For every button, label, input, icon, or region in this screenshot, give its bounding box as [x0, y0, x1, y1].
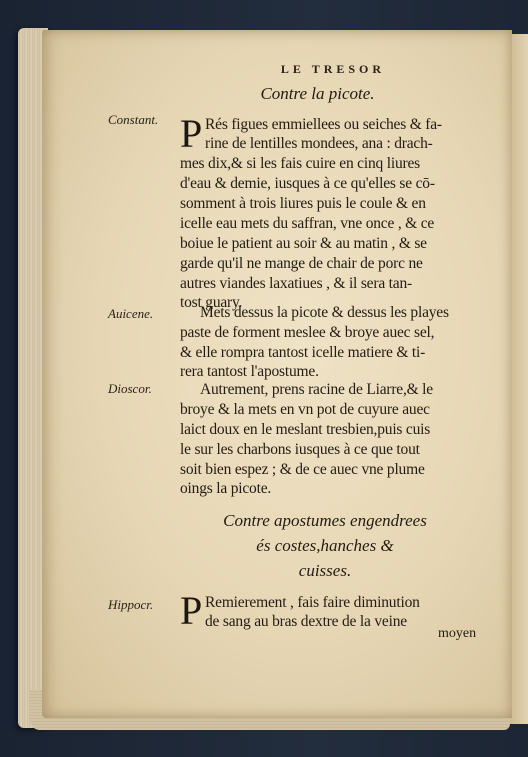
text-line: Rés figues emmiellees ou seiches & fa-	[205, 116, 442, 133]
text-line: Mets dessus la picote & dessus les playes	[200, 304, 449, 321]
text-line: oings la picote.	[180, 480, 272, 497]
text-line: tost guary.	[180, 294, 243, 311]
facing-page-edge	[510, 34, 528, 724]
section-title-apostumes-2: és costes,hanches &	[256, 536, 394, 555]
catchword: moyen	[438, 626, 477, 641]
section-title-picote: Contre la picote.	[260, 84, 375, 103]
margin-note-auicene: Auicene.	[108, 306, 154, 321]
running-head: LE TRESOR	[280, 62, 386, 76]
text-line: rine de lentilles mondees, ana : drach-	[205, 135, 433, 152]
text-line: Remierement , fais faire diminution	[205, 594, 420, 611]
text-line: rera tantost l'apostume.	[180, 363, 319, 380]
text-line: Autrement, prens racine de Liarre,& le	[200, 381, 433, 398]
text-line: boiue le patient au soir & au matin , & se	[180, 235, 427, 252]
text-line: de sang au bras dextre de la veine	[205, 613, 407, 630]
text-line: paste de forment meslee & broye auec sel,	[180, 324, 435, 341]
margin-note-constant: Constant.	[108, 112, 159, 127]
text-line: & elle rompra tantost icelle matiere & ti-	[180, 344, 426, 361]
text-line: mes dix,& si les fais cuire en cinq liures	[180, 155, 420, 172]
text-line: icelle eau mets du saffran, vne once , & ce	[180, 215, 435, 232]
text-line: soit bien espez ; & de ce auec vne plume	[180, 461, 425, 478]
drop-cap-p: P	[180, 588, 203, 633]
text-line: broye & la mets en vn pot de cuyure auec	[180, 401, 430, 418]
section-title-apostumes-1: Contre apostumes engendrees	[223, 511, 427, 530]
text-line: somment à trois liures puis le coule & en	[180, 195, 426, 212]
text-line: autres viandes laxatiues , & il sera tan-	[180, 275, 412, 292]
section-title-apostumes-3: cuisses.	[298, 561, 352, 580]
text-line: le sur les charbons iusques à ce que tout	[180, 441, 420, 458]
drop-cap-p: P	[180, 111, 203, 156]
margin-note-hippocr: Hippocr.	[108, 597, 154, 612]
text-line: garde qu'il ne mange de chair de porc ne	[180, 255, 423, 272]
margin-note-dioscor: Dioscor.	[108, 381, 152, 396]
text-line: laict doux en le meslant tresbien,puis cuis	[180, 421, 431, 438]
text-line: d'eau & demie, iusques à ce qu'elles se cō-	[180, 175, 435, 192]
